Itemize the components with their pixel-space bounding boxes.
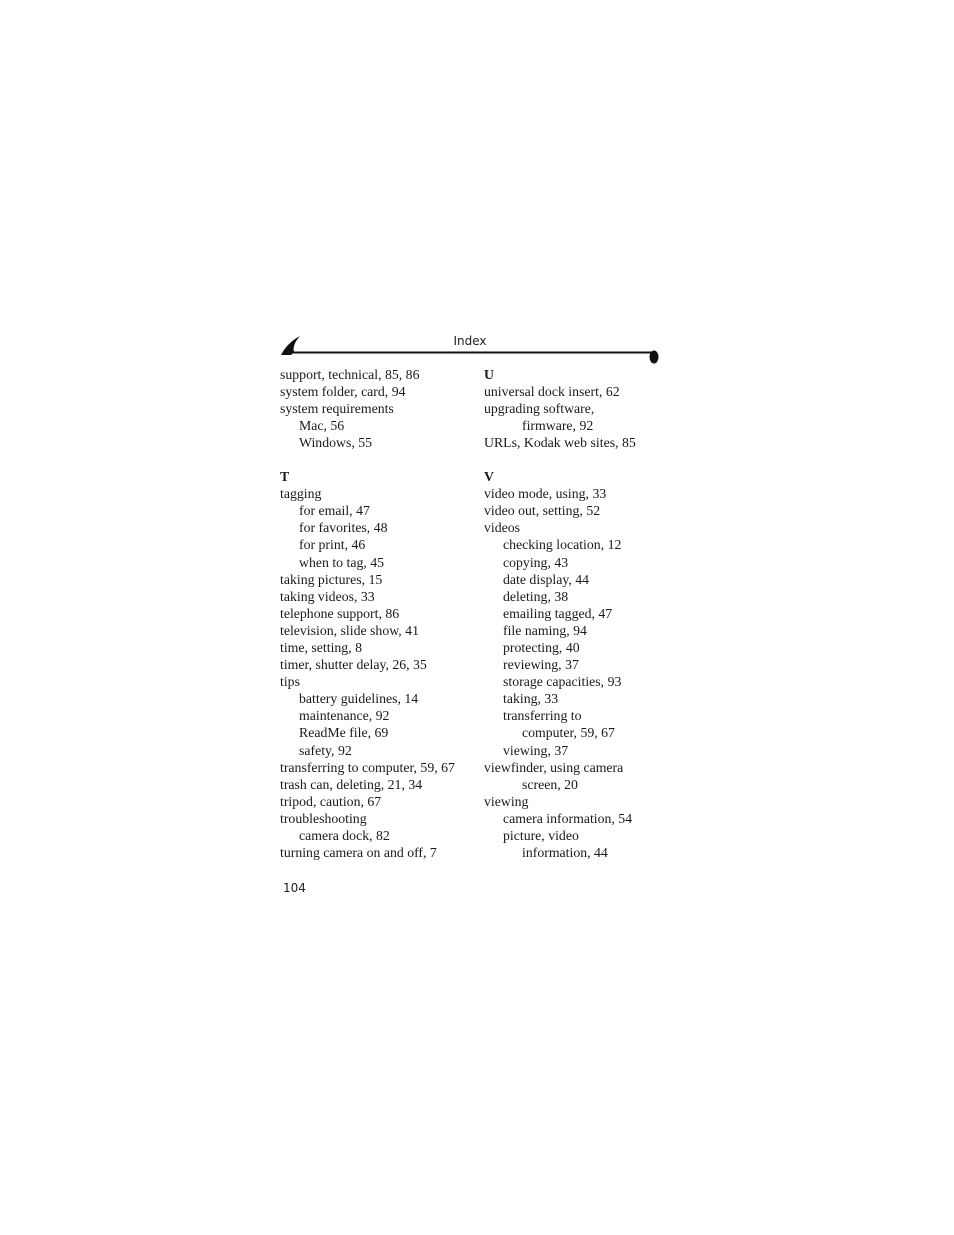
index-entry-continuation: firmware, 92 bbox=[522, 417, 594, 433]
index-entry: taking pictures, 15 bbox=[280, 571, 383, 587]
index-entry: tagging bbox=[280, 486, 322, 502]
index-subentry: for favorites, 48 bbox=[299, 520, 388, 536]
index-subentry: protecting, 40 bbox=[503, 640, 580, 655]
index-entry: support, technical, 85, 86 bbox=[280, 366, 420, 382]
index-subentry: Mac, 56 bbox=[299, 417, 345, 433]
index-entry: viewing bbox=[484, 793, 529, 809]
index-subentry: ReadMe file, 69 bbox=[299, 725, 389, 741]
header-dot-ornament bbox=[650, 351, 659, 364]
index-entry-continuation: screen, 20 bbox=[522, 776, 578, 792]
index-entry: upgrading software, bbox=[484, 400, 595, 416]
index-entry-continuation: computer, 59, 67 bbox=[522, 725, 615, 741]
index-column-right bbox=[484, 366, 684, 862]
index-entry: timer, shutter delay, 26, 35 bbox=[280, 657, 427, 673]
index-entry: transferring to computer, 59, 67 bbox=[280, 759, 455, 775]
index-entry: troubleshooting bbox=[280, 810, 367, 826]
index-entry-continuation: information, 44 bbox=[522, 845, 608, 861]
index-column-left bbox=[280, 366, 480, 862]
index-subentry: deleting, 38 bbox=[503, 588, 569, 604]
index-subentry: copying, 43 bbox=[503, 554, 569, 570]
index-entry: video out, setting, 52 bbox=[484, 503, 601, 519]
running-header-title: Index bbox=[453, 334, 487, 348]
index-entry: telephone support, 86 bbox=[280, 605, 400, 621]
index-subentry: storage capacities, 93 bbox=[503, 674, 622, 690]
index-subentry: battery guidelines, 14 bbox=[299, 691, 419, 707]
page-number: 104 bbox=[283, 881, 306, 895]
index-subentry: picture, video bbox=[503, 828, 579, 844]
index-letter-heading: V bbox=[484, 469, 494, 485]
index-entry: time, setting, 8 bbox=[280, 640, 363, 655]
index-letter-heading: T bbox=[280, 469, 290, 485]
section-spacer bbox=[484, 451, 684, 468]
index-entry: taking videos, 33 bbox=[280, 588, 375, 604]
index-subentry: taking, 33 bbox=[503, 691, 559, 707]
index-entry: universal dock insert, 62 bbox=[484, 383, 620, 399]
index-subentry: file naming, 94 bbox=[503, 622, 587, 638]
index-subentry: for print, 46 bbox=[299, 537, 366, 553]
section-spacer bbox=[280, 451, 480, 468]
index-subentry: for email, 47 bbox=[299, 503, 370, 519]
index-subentry: transferring to bbox=[503, 708, 582, 724]
index-entry: trash can, deleting, 21, 34 bbox=[280, 776, 423, 792]
index-entry: system requirements bbox=[280, 400, 394, 416]
index-entry: television, slide show, 41 bbox=[280, 622, 419, 638]
index-subentry: checking location, 12 bbox=[503, 537, 622, 553]
index-entry: system folder, card, 94 bbox=[280, 383, 406, 399]
index-entry: URLs, Kodak web sites, 85 bbox=[484, 434, 636, 450]
index-subentry: camera information, 54 bbox=[503, 810, 633, 826]
index-subentry: Windows, 55 bbox=[299, 434, 373, 450]
index-subentry: maintenance, 92 bbox=[299, 708, 390, 724]
index-subentry: emailing tagged, 47 bbox=[503, 605, 613, 621]
index-subentry: safety, 92 bbox=[299, 742, 352, 758]
index-letter-heading: U bbox=[484, 366, 494, 382]
index-subentry: reviewing, 37 bbox=[503, 657, 579, 673]
index-entry: turning camera on and off, 7 bbox=[280, 845, 437, 861]
index-subentry: viewing, 37 bbox=[503, 742, 569, 758]
index-entry: viewfinder, using camera bbox=[484, 759, 624, 775]
index-subentry: date display, 44 bbox=[503, 571, 590, 587]
index-entry: video mode, using, 33 bbox=[484, 486, 607, 502]
index-subentry: when to tag, 45 bbox=[299, 554, 385, 570]
index-entry: videos bbox=[484, 520, 521, 536]
index-entry: tripod, caution, 67 bbox=[280, 793, 382, 809]
index-subentry: camera dock, 82 bbox=[299, 828, 390, 844]
index-entry: tips bbox=[280, 674, 300, 690]
